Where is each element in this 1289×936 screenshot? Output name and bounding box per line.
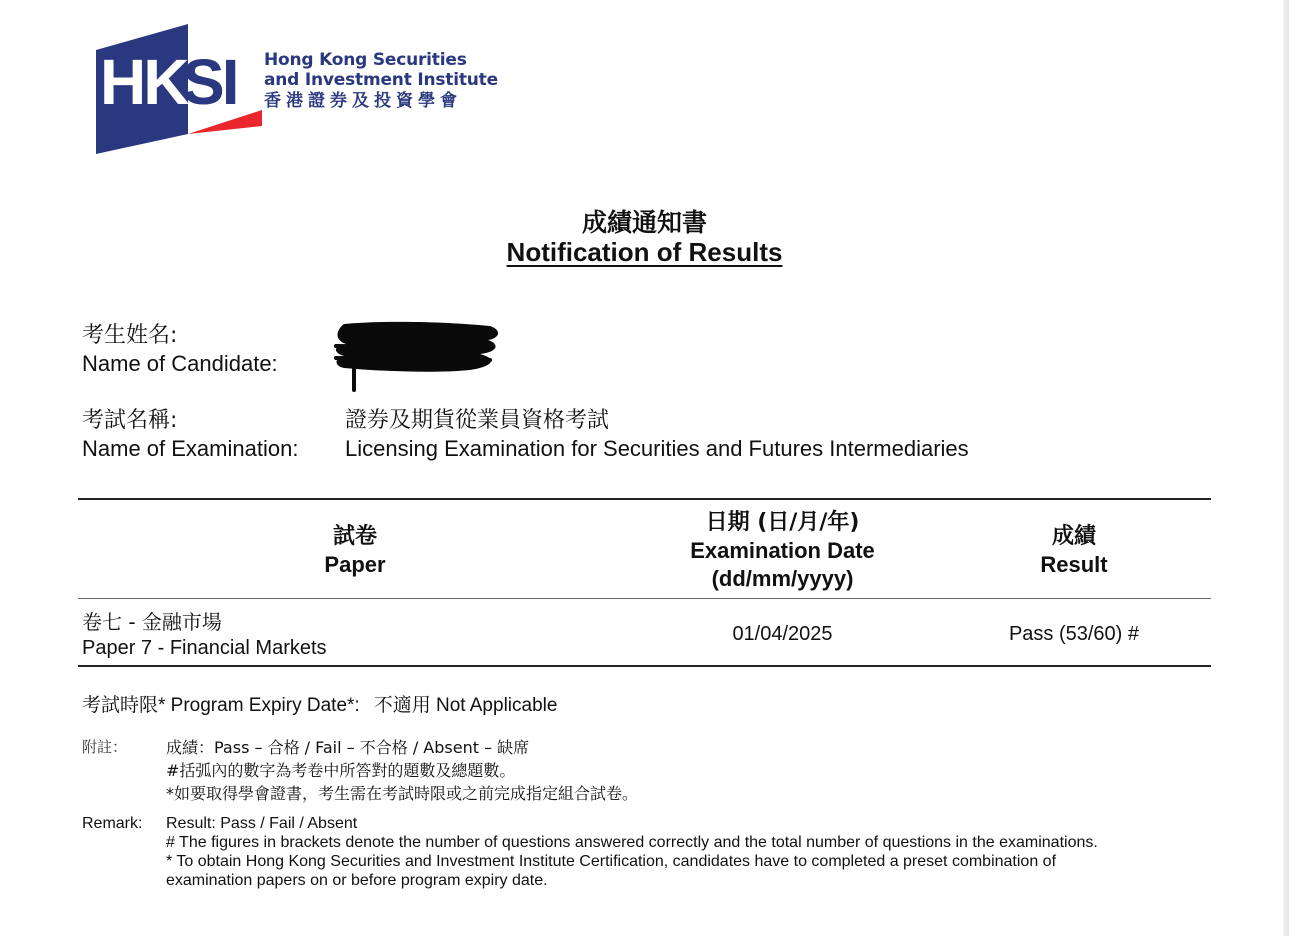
remarks-en-line2: # The figures in brackets denote the number of questions answered correctly and the total number of questions in the examinations. [166,834,1098,851]
header-date-en: Examination Date [690,538,875,563]
logo-name-en-line1: Hong Kong Securities [264,50,467,70]
header-paper [230,523,480,579]
exam-label-zh: 考試名稱: [82,408,178,433]
title-en-text: Notification of Results [506,237,783,267]
logo-text-block [264,50,504,112]
row-result: Pass (53/60) # [1008,623,1140,645]
remarks-en-label: Remark: [82,815,143,832]
expiry-label: 考試時限* Program Expiry Date*: [82,695,360,716]
row-paper-en: Paper 7 - Financial Markets [82,637,327,659]
page-edge-shadow [1283,0,1289,936]
table-top-rule [78,498,1211,500]
exam-value-en: Licensing Examination for Securities and Futures Intermediaries [345,436,969,461]
table-header-rule [78,598,1211,599]
table-bottom-rule [78,665,1211,667]
notes-zh-label: 附註： [82,738,128,756]
title-en [0,237,1289,268]
header-paper-zh: 試卷 [332,524,377,549]
row-exam-date: 01/04/2025 [732,623,833,645]
exam-label-en: Name of Examination: [82,436,299,461]
header-date-format: (dd/mm/yyyy) [711,566,854,591]
header-paper-en: Paper [324,552,386,577]
remarks-en-line3: * To obtain Hong Kong Securities and Investment Institute Certification, candidates have to completed a preset combination of [166,853,1057,870]
remarks-en-line4: examination papers on or before program expiry date. [166,872,548,889]
svg-text:SI: SI [182,46,237,118]
candidate-label-en: Name of Candidate: [82,351,278,376]
header-date-zh: 日期 (日/月/年) [705,510,860,535]
candidate-label-zh: 考生姓名: [82,323,178,348]
notes-zh-line2: #括弧內的數字為考卷中所答對的題數及總題數。 [166,761,516,780]
hksi-logo-mark [96,22,266,157]
candidate-name-redaction [330,318,505,398]
expiry-value: 不適用 Not Applicable [373,695,558,716]
header-result-zh: 成績 [1051,524,1096,549]
header-result-en: Result [1040,552,1108,577]
notes-zh-line1: 成績：Pass – 合格 / Fail – 不合格 / Absent – 缺席 [166,738,530,757]
header-exam-date [620,509,945,593]
logo-name-en-line2: and Investment Institute [264,70,498,90]
header-result [974,523,1174,579]
hksi-logo [96,22,496,157]
program-expiry [82,690,557,717]
remarks-en-line1: Result: Pass / Fail / Absent [166,815,358,832]
exam-value-zh: 證券及期貨從業員資格考試 [345,408,610,433]
title-zh: 成績通知書 [581,208,707,237]
notes-zh-line3: *如要取得學會證書，考生需在考試時限或之前完成指定組合試卷。 [166,784,639,803]
svg-text:HK: HK [100,46,187,118]
logo-name-zh: 香港證券及投資學會 [264,91,462,111]
row-paper-zh: 卷七 - 金融市場 [82,610,222,634]
